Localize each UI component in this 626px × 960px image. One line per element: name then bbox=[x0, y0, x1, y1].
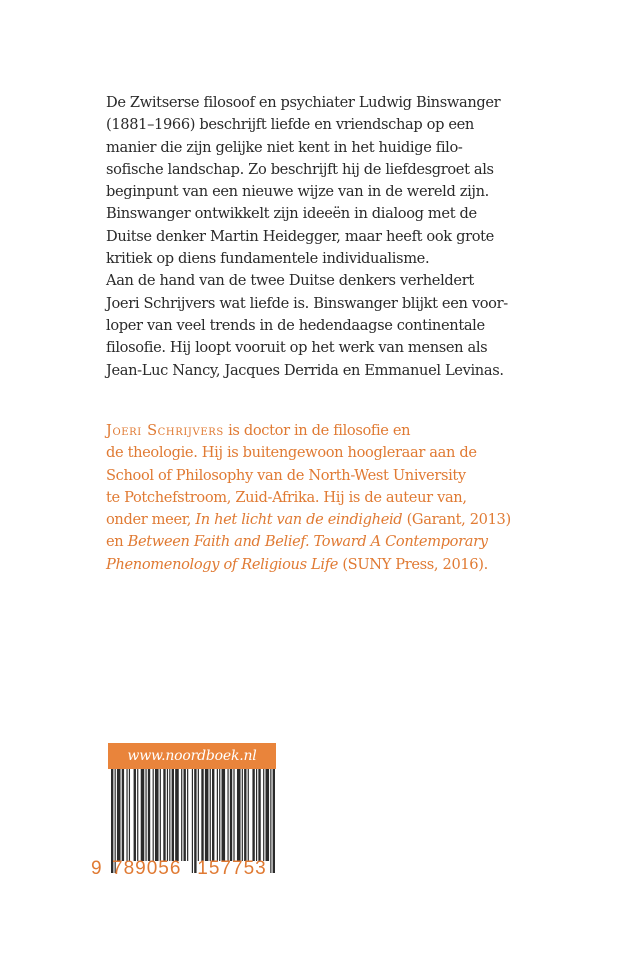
barcode-bar bbox=[126, 769, 127, 861]
barcode-bar bbox=[155, 769, 159, 861]
description-line: loper van veel trends in de hedendaagse continentale bbox=[106, 316, 485, 334]
isbn-left-digits: 789056 bbox=[112, 858, 182, 879]
barcode-bar bbox=[201, 769, 203, 861]
barcode-bar bbox=[160, 769, 161, 861]
bio-text: is doctor in de filosofie en bbox=[223, 422, 411, 439]
bio-line bbox=[106, 531, 586, 553]
author-bio bbox=[106, 420, 586, 576]
barcode-bar bbox=[198, 769, 199, 861]
barcode-bar bbox=[252, 769, 254, 861]
author-name: Joeri Schrijvers bbox=[106, 422, 224, 439]
barcode-bar bbox=[265, 769, 269, 861]
barcode-bar bbox=[205, 769, 209, 861]
bio-line: de theologie. Hij is buitengewoon hoogleraar aan de bbox=[106, 444, 477, 462]
barcode-bar bbox=[163, 769, 165, 861]
barcode-bar bbox=[187, 769, 188, 861]
barcode-bar bbox=[217, 769, 218, 861]
description-line: Aan de hand van de twee Duitse denkers verheldert bbox=[106, 272, 474, 290]
barcode-bar bbox=[122, 769, 124, 861]
description-line: Binswanger ontwikkelt zijn ideeën in dialoog met de bbox=[106, 205, 477, 223]
book-description bbox=[106, 92, 586, 382]
barcode-bar bbox=[210, 769, 211, 861]
barcode-bar bbox=[181, 769, 182, 861]
publisher-url: www.noordboek.nl bbox=[108, 743, 276, 769]
barcode-bar bbox=[219, 769, 220, 861]
description-line: sofische landschap. Zo beschrijft hij de liefdesgroet als bbox=[106, 160, 494, 178]
description-line: Jean-Luc Nancy, Jacques Derrida en Emmanuel Levinas. bbox=[106, 361, 504, 379]
description-line: (1881–1966) beschrijft liefde en vriendschap op een bbox=[106, 116, 474, 134]
bio-line: School of Philosophy van de North-West University bbox=[106, 466, 466, 484]
barcode-bar bbox=[145, 769, 146, 861]
barcode-bar bbox=[153, 769, 154, 861]
description-line: kritiek op diens fundamentele individualisme. bbox=[106, 250, 430, 268]
barcode-bar bbox=[244, 769, 246, 861]
description-line: manier die zijn gelijke niet kent in het huidige filo- bbox=[106, 138, 463, 156]
bio-text: onder meer, bbox=[106, 511, 196, 529]
description-line: filosofie. Hij loopt vooruit op het werk van mensen als bbox=[106, 339, 488, 357]
barcode-bar bbox=[233, 769, 234, 861]
barcode-bar bbox=[222, 769, 226, 861]
barcode-bar bbox=[258, 769, 260, 861]
barcode-bar bbox=[117, 769, 121, 861]
barcode-bar bbox=[172, 769, 174, 861]
barcode-bar bbox=[175, 769, 179, 861]
barcode-bar bbox=[148, 769, 150, 861]
barcode-bar bbox=[134, 769, 136, 861]
barcode-bar bbox=[230, 769, 232, 861]
barcode-bar bbox=[227, 769, 228, 861]
barcode-bar bbox=[129, 769, 130, 861]
book-title: In het licht van de eindigheid bbox=[195, 511, 403, 529]
isbn-lead-digit: 9 bbox=[91, 858, 103, 879]
description-line: Duitse denker Martin Heidegger, maar heeft ook grote bbox=[106, 227, 494, 245]
bio-line: te Potchefstroom, Zuid-Afrika. Hij is de auteur van, bbox=[106, 488, 467, 506]
bio-line bbox=[106, 420, 586, 442]
book-publisher: (SUNY Press, 2016). bbox=[338, 555, 488, 573]
isbn-right-digits: 157753 bbox=[197, 858, 267, 879]
barcode-bar bbox=[169, 769, 170, 861]
barcode-bar bbox=[183, 769, 185, 861]
barcode-bar bbox=[248, 769, 249, 861]
barcode-bar bbox=[263, 769, 264, 861]
book-title: Phenomenology of Religious Life bbox=[106, 555, 339, 573]
barcode-bar bbox=[237, 769, 241, 861]
description-line: De Zwitserse filosoof en psychiater Ludwig Binswanger bbox=[106, 94, 501, 111]
bio-line bbox=[106, 554, 586, 576]
barcode-bar bbox=[137, 769, 138, 861]
barcode-bar bbox=[141, 769, 145, 861]
book-title: Between Faith and Belief. Toward A Contemporary bbox=[127, 533, 488, 551]
bio-line bbox=[106, 509, 586, 531]
barcode-bar bbox=[167, 769, 168, 861]
book-publisher: (Garant, 2013) bbox=[402, 511, 511, 529]
barcode-bar bbox=[242, 769, 243, 861]
barcode-bar bbox=[256, 769, 257, 861]
description-line: beginpunt van een nieuwe wijze van in de wereld zijn. bbox=[106, 183, 489, 201]
bio-text: en bbox=[106, 533, 128, 551]
barcode-bar bbox=[212, 769, 214, 861]
description-line: Joeri Schrijvers wat liefde is. Binswanger blijkt een voor- bbox=[106, 294, 508, 312]
